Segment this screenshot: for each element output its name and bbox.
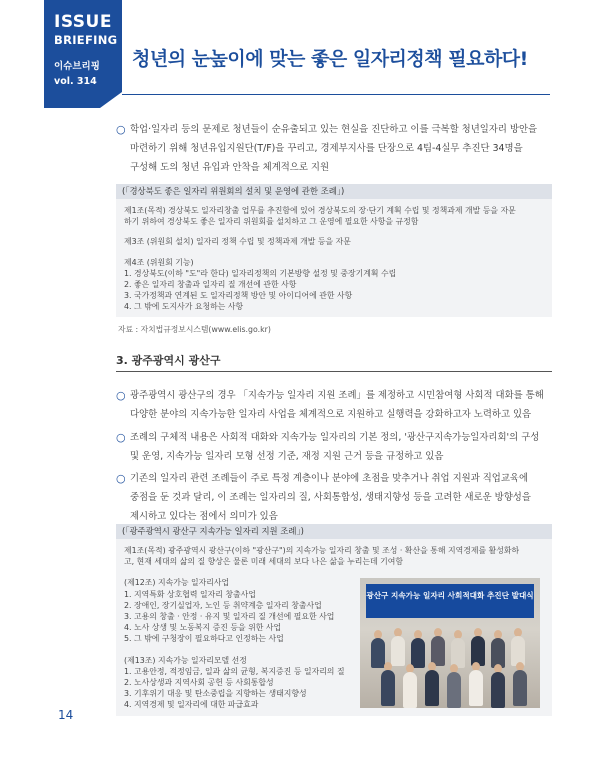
badge-briefing: BRIEFING bbox=[54, 33, 118, 47]
paragraph-line: 제시하고 있다는 점에서 의미가 있음 bbox=[130, 511, 278, 522]
paragraph-line: 및 운영, 지속가능 일자리 모형 선정 기준, 재정 지원 근거 등을 규정하고 있음 bbox=[130, 451, 444, 462]
ordinance-item: 4. 그 밖에 도지사가 요청하는 사항 bbox=[124, 302, 244, 312]
badge-korean: 이슈브리핑 bbox=[54, 61, 100, 72]
paragraph-line: 학업·일자리 등의 문제로 청년들이 순유출되고 있는 현실을 진단하고 이를 극복할 청년일자리 방안을 bbox=[130, 124, 538, 135]
ordinance-article-line: 고, 현재 세대의 삶의 질 향상은 물론 미래 세대의 보다 나은 삶을 누리는데 기여함 bbox=[124, 557, 404, 567]
ordinance-item: 4. 노사 상생 및 노동복지 증진 등을 위한 사업 bbox=[124, 623, 282, 633]
badge-issue: ISSUE bbox=[54, 12, 112, 32]
ordinance-article-line: 제1조(목적) 경상북도 일자리창출 업무를 추진함에 있어 경상북도의 장·단기 계획 수립 및 정책과제 개발 등을 자문 bbox=[124, 206, 516, 215]
page-title: 청년의 눈높이에 맞는 좋은 일자리정책 필요하다! bbox=[132, 48, 528, 70]
paragraph-line: 다양한 분야의 지속가능한 일자리 사업을 체계적으로 지원하고 실행력을 강화하고자 노력하고 있음 bbox=[130, 409, 532, 420]
ordinance-box-header: (「경상북도 좋은 일자리 위원회의 설치 및 운영에 관한 조례」) bbox=[116, 184, 552, 199]
badge-corner-cut bbox=[100, 92, 122, 108]
photo-banner bbox=[366, 584, 534, 618]
badge-volume: vol. 314 bbox=[54, 76, 97, 87]
circle-bullet-icon: ○ bbox=[116, 431, 126, 444]
ordinance-box-gyeongbuk bbox=[116, 184, 552, 317]
ordinance-item: 1. 지역특화 상호협력 일자리 창출사업 bbox=[124, 589, 256, 599]
paragraph-ordinance-contents bbox=[116, 428, 552, 466]
ordinance-article-line: 하기 위하여 경상북도 좋은 일자리 위원회를 설치하고 그 운영에 필요한 사항을 규정함 bbox=[124, 217, 419, 227]
ordinance-item: 3. 기후위기 대응 및 탄소중립을 지향하는 생태지향성 bbox=[124, 689, 307, 699]
ordinance-item: 2. 장애인, 장기실업자, 노인 등 취약계층 일자리 창출사업 bbox=[124, 600, 322, 610]
ordinance-item: 3. 고용의 창출 · 안정 · 유지 및 일자리 질 개선에 필요한 사업 bbox=[124, 612, 335, 622]
ordinance-item: 2. 노사상생과 지역사회 공헌 등 사회통합성 bbox=[124, 678, 274, 688]
ordinance-article-line: 제3조 (위원회 설치) 일자리 정책 수립 및 정책과제 개발 등을 자문 bbox=[124, 237, 351, 247]
paragraph-ordinance-significance bbox=[116, 469, 552, 526]
ordinance-item: 5. 그 밖에 구청장이 필요하다고 인정하는 사업 bbox=[124, 634, 284, 644]
ordinance-item: 4. 지역경제 및 일자리에 대한 파급효과 bbox=[124, 700, 259, 710]
page-number: 14 bbox=[58, 708, 74, 722]
paragraph-youth-tf bbox=[116, 120, 552, 177]
circle-bullet-icon: ○ bbox=[116, 472, 126, 485]
paragraph-line: 중점을 둔 것과 달리, 이 조례는 일자리의 질, 사회통합성, 생태지향성 등을 고려한 새로운 방향성을 bbox=[130, 492, 531, 503]
section-divider bbox=[116, 371, 552, 372]
paragraph-line: 기존의 일자리 관련 조례들이 주로 특정 계층이나 분야에 초점을 맞추거나 취업 지원과 직업교육에 bbox=[130, 473, 529, 484]
title-divider bbox=[122, 94, 550, 95]
paragraph-line: 마련하기 위해 청년유입지원단(T/F)을 꾸리고, 경제부지사를 단장으로 4팀-4실무 추진단 34명을 bbox=[130, 143, 523, 154]
ordinance-article-title: (제13조) 지속가능 일자리모델 선정 bbox=[124, 655, 247, 665]
ordinance-box-header: (「광주광역시 광산구 지속가능 일자리 지원 조례」) bbox=[116, 524, 552, 539]
ordinance-article-title: (제12조) 지속가능 일자리사업 bbox=[124, 578, 230, 588]
launch-ceremony-photo bbox=[360, 578, 540, 708]
photo-banner-text: 광산구 지속가능 일자리 사회적대화 추진단 발대식 bbox=[366, 591, 534, 600]
paragraph-line: 구성해 도의 청년 유입과 안착을 체계적으로 지원 bbox=[130, 162, 330, 173]
ordinance-article-title: 제4조 (위원회 기능) bbox=[124, 257, 194, 267]
ordinance-item: 2. 좋은 일자리 창출과 일자리 질 개선에 관한 사항 bbox=[124, 280, 297, 290]
ordinance-article-line: 제1조(목적) 광주광역시 광산구(이하 "광산구")의 지속가능 일자리 창출 및 조성 · 확산을 통해 지역경제를 활성화하 bbox=[124, 546, 520, 555]
paragraph-line: 광주광역시 광산구의 경우 「지속가능 일자리 지원 조례」를 제정하고 시민참여형 사회적 대화를 통해 bbox=[130, 390, 544, 401]
ordinance-item: 1. 경상북도(이하 "도"라 한다) 일자리정책의 기본방향 설정 및 중장기계획 수립 bbox=[124, 268, 397, 278]
circle-bullet-icon: ○ bbox=[116, 389, 126, 402]
ordinance-item: 1. 고용안정, 적정임금, 일과 삶의 균형, 복지증진 등 일자리의 질 bbox=[124, 666, 345, 676]
section-heading: 3. 광주광역시 광산구 bbox=[116, 354, 221, 367]
source-note: 자료 : 자치법규정보시스템(www.elis.go.kr) bbox=[118, 325, 271, 334]
circle-bullet-icon: ○ bbox=[116, 123, 126, 136]
paragraph-line: 조례의 구체적 내용은 사회적 대화와 지속가능 일자리의 기본 정의, '광산구지속가능일자리회'의 구성 bbox=[130, 432, 540, 443]
ordinance-item: 3. 국가정책과 연계된 도 일자리정책 방안 및 아이디어에 관한 사항 bbox=[124, 291, 353, 301]
paragraph-gwangsan-ordinance bbox=[116, 386, 552, 424]
